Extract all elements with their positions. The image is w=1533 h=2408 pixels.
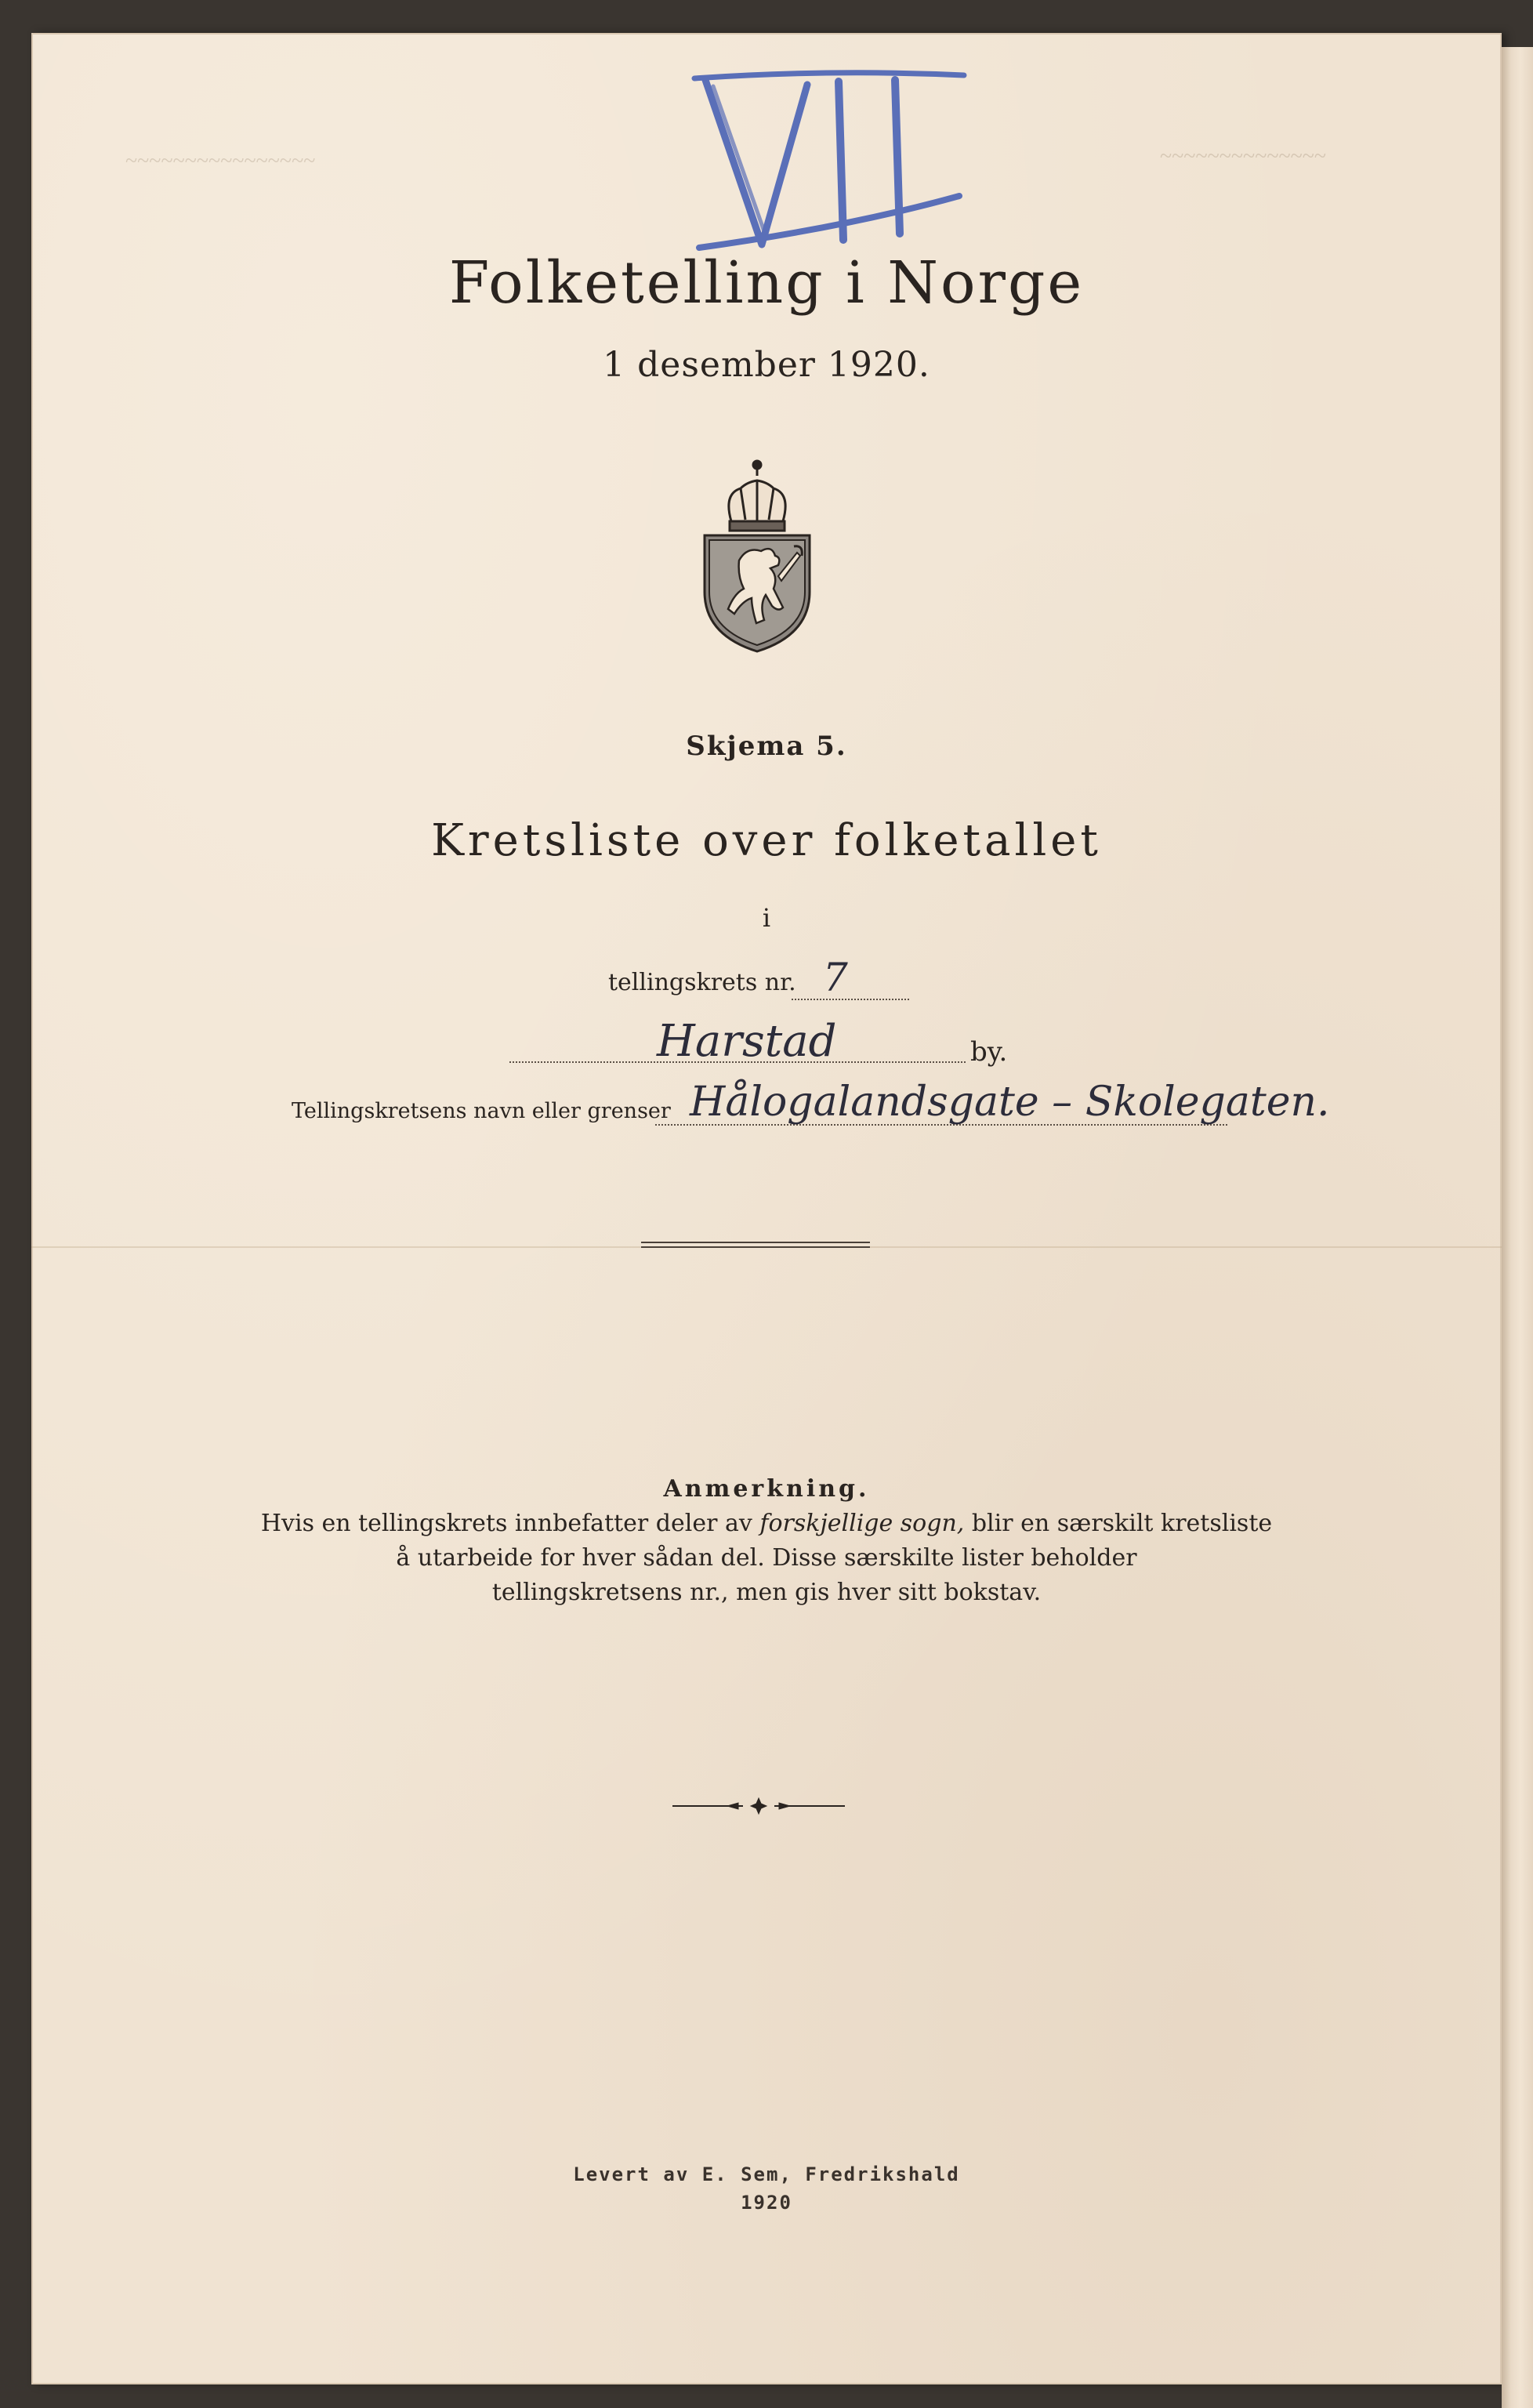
document-page	[31, 33, 1502, 2384]
district-bounds-label: Tellingskretsens navn eller grenser	[292, 1099, 671, 1123]
district-bounds-row	[0, 1079, 1533, 1151]
note-line-3: tellingskretsens nr., men gis hver sitt bokstav.	[491, 1579, 1042, 1606]
conjunction-text: i	[762, 903, 771, 933]
divider-rule	[641, 1242, 870, 1243]
note-heading: Anmerkning.	[663, 1475, 870, 1503]
coat-of-arms-icon	[700, 459, 814, 655]
roman-numeral-mark	[690, 63, 972, 259]
note-text: blir en særskilt kretsliste	[964, 1510, 1273, 1537]
city-suffix: by.	[970, 1036, 1008, 1068]
district-number-value: 7	[823, 955, 848, 1000]
bleed-through: ~~~~~~~~~~~~~~~~	[125, 149, 316, 173]
note-body	[0, 1507, 1533, 1610]
district-bounds-value: Hålogalandsgate – Skolegaten.	[690, 1079, 1330, 1126]
census-date: 1 desember 1920.	[603, 345, 930, 385]
printer-year: 1920	[741, 2192, 792, 2214]
district-number-row	[0, 955, 1533, 1008]
note-line-2: å utarbeide for hver sådan del. Disse særskilte lister beholder	[396, 1544, 1137, 1572]
page-title: Folketelling i Norge	[448, 249, 1085, 317]
district-number-line	[792, 997, 909, 1000]
printer-imprint: Levert av E. Sem, Fredrikshald	[573, 2163, 960, 2185]
note-emphasis: forskjellige sogn,	[759, 1510, 965, 1537]
city-value: Harstad	[657, 1016, 837, 1067]
schema-number: Skjema 5.	[686, 731, 847, 762]
page-edge	[1502, 47, 1533, 2408]
city-row	[0, 1016, 1533, 1080]
note-line-1	[0, 1507, 1533, 1541]
form-title: Kretsliste over folketallet	[431, 815, 1102, 866]
note-text: Hvis en tellingskrets innbefatter deler av	[260, 1510, 760, 1537]
bleed-through: ~~~~~~~~~~~~~~	[1160, 144, 1327, 169]
star-divider-icon	[672, 1797, 845, 1815]
district-number-label: tellingskrets nr.	[608, 969, 796, 996]
divider-rule	[641, 1246, 870, 1248]
